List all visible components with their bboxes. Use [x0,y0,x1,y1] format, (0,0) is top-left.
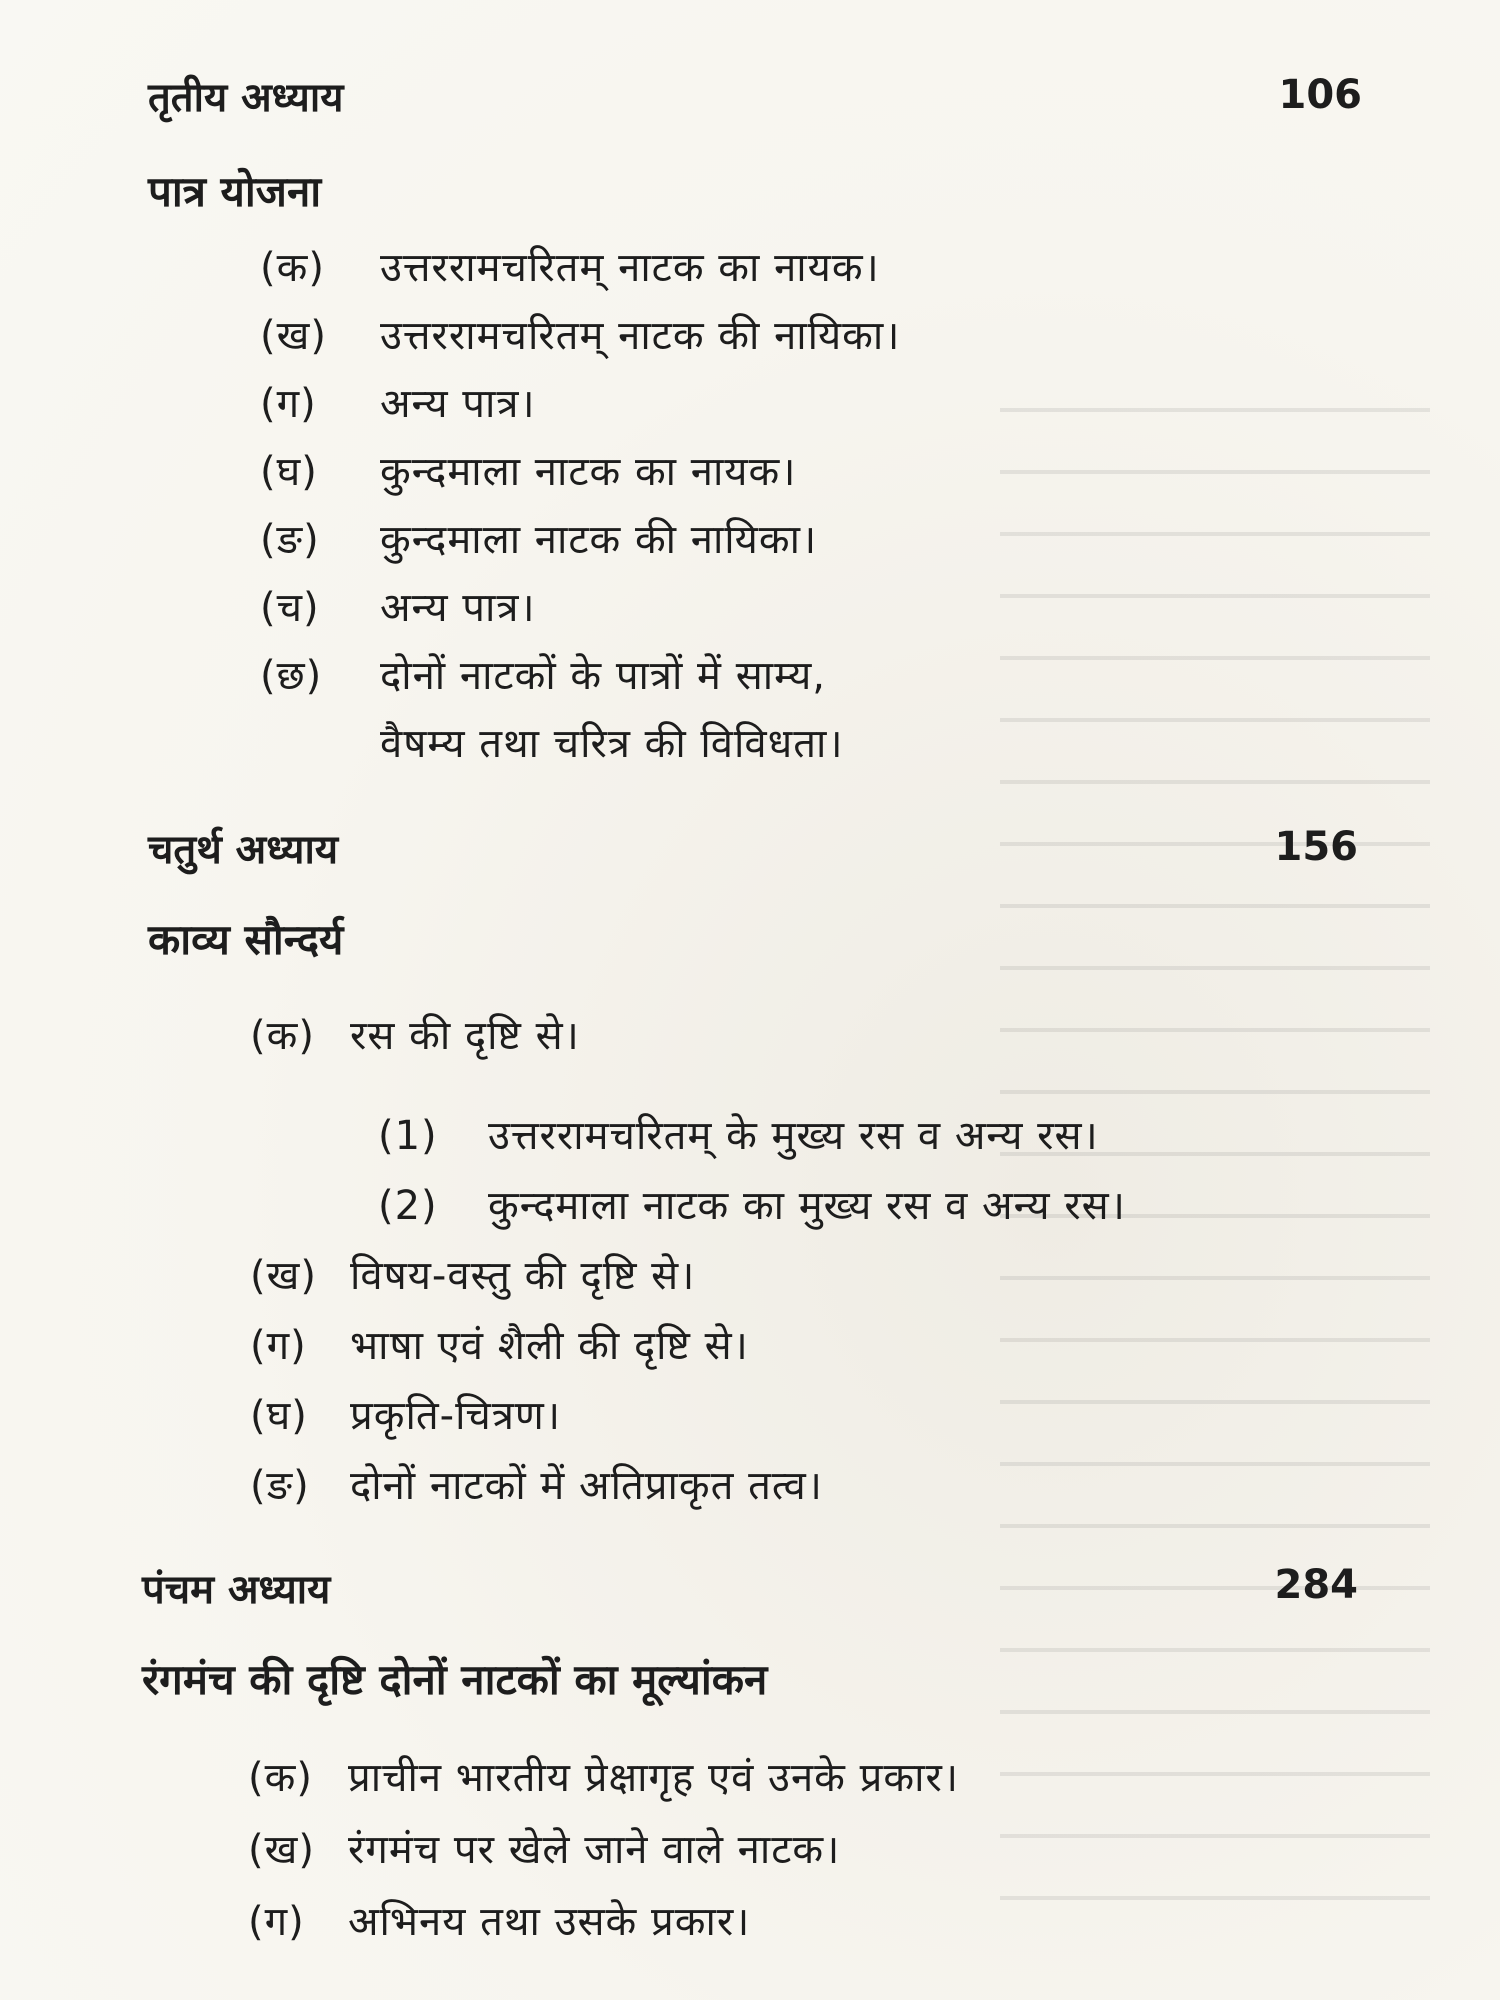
item-label: (ग) [248,1899,305,1945]
item-label: (ग) [260,381,317,427]
item-label: (ख) [248,1827,315,1873]
chapter5-title: पंचम अध्याय [142,1567,331,1613]
sub-list-item [378,1176,1126,1231]
sub-list-item [378,1106,1099,1161]
list-item [260,238,880,293]
item-label: (घ) [260,449,318,495]
list-item [250,1456,823,1511]
item-text: दोनों नाटकों में अतिप्राकृत तत्व। [350,1463,823,1509]
item-label: (क) [248,1755,313,1801]
item-label: (घ) [250,1393,308,1439]
chapter5-page-number: 284 [1274,1562,1358,1608]
list-item [260,510,817,565]
sub-item-text: कुन्दमाला नाटक का मुख्य रस व अन्य रस। [488,1183,1126,1229]
item-text: विषय-वस्तु की दृष्टि से। [350,1253,696,1299]
list-item [260,578,536,633]
item-text: अभिनय तथा उसके प्रकार। [348,1899,751,1945]
item-text: उत्तररामचरितम् नाटक का नायक। [380,245,880,291]
list-item [250,1246,695,1301]
item-label: (ख) [250,1253,317,1299]
item-label: (ग) [250,1323,307,1369]
chapter4-title: चतुर्थ अध्याय [148,827,339,873]
list-item [248,1748,959,1803]
item-label: (ख) [260,313,327,359]
chapter3-page-number: 106 [1278,72,1362,118]
item-label: (क) [250,1013,315,1059]
item-text: प्राचीन भारतीय प्रेक्षागृह एवं उनके प्रकार। [348,1755,959,1801]
item-text: प्रकृति-चित्रण। [350,1393,561,1439]
item-text: उत्तररामचरितम् नाटक की नायिका। [380,313,901,359]
item-text: कुन्दमाला नाटक का नायक। [380,449,797,495]
list-item [248,1892,750,1947]
item-text: भाषा एवं शैली की दृष्टि से। [350,1323,749,1369]
item-label: (छ) [260,653,323,699]
sub-item-label: (2) [378,1183,438,1229]
chapter3-title: तृतीय अध्याय [148,75,344,121]
list-item [250,1316,749,1371]
item-label: (ङ) [250,1463,310,1509]
list-item [260,442,796,497]
list-item [250,1386,561,1441]
item-text: कुन्दमाला नाटक की नायिका। [380,517,818,563]
list-item [248,1820,840,1875]
chapter3-heading: पात्र योजना [148,167,322,216]
chapter4-page-number: 156 [1274,824,1358,870]
item-text: दोनों नाटकों के पात्रों में साम्य, [380,653,827,699]
sub-item-text: उत्तररामचरितम् के मुख्य रस व अन्य रस। [488,1113,1099,1159]
chapter4-heading: काव्य सौन्दर्य [148,915,344,964]
item-label: (ङ) [260,517,320,563]
item-text: अन्य पात्र। [380,585,536,631]
list-item [260,646,826,701]
item-text: रंगमंच पर खेले जाने वाले नाटक। [348,1827,841,1873]
list-item [250,1006,580,1061]
item-text: अन्य पात्र। [380,381,536,427]
chapter5-heading: रंगमंच की दृष्टि दोनों नाटकों का मूल्यांकन [142,1655,768,1704]
list-item-continuation: वैषम्य तथा चरित्र की विविधता। [380,721,844,767]
item-text: रस की दृष्टि से। [350,1013,580,1059]
list-item [260,306,900,361]
item-label: (क) [260,245,325,291]
sub-item-label: (1) [378,1113,438,1159]
item-label: (च) [260,585,320,631]
list-item [260,374,536,429]
